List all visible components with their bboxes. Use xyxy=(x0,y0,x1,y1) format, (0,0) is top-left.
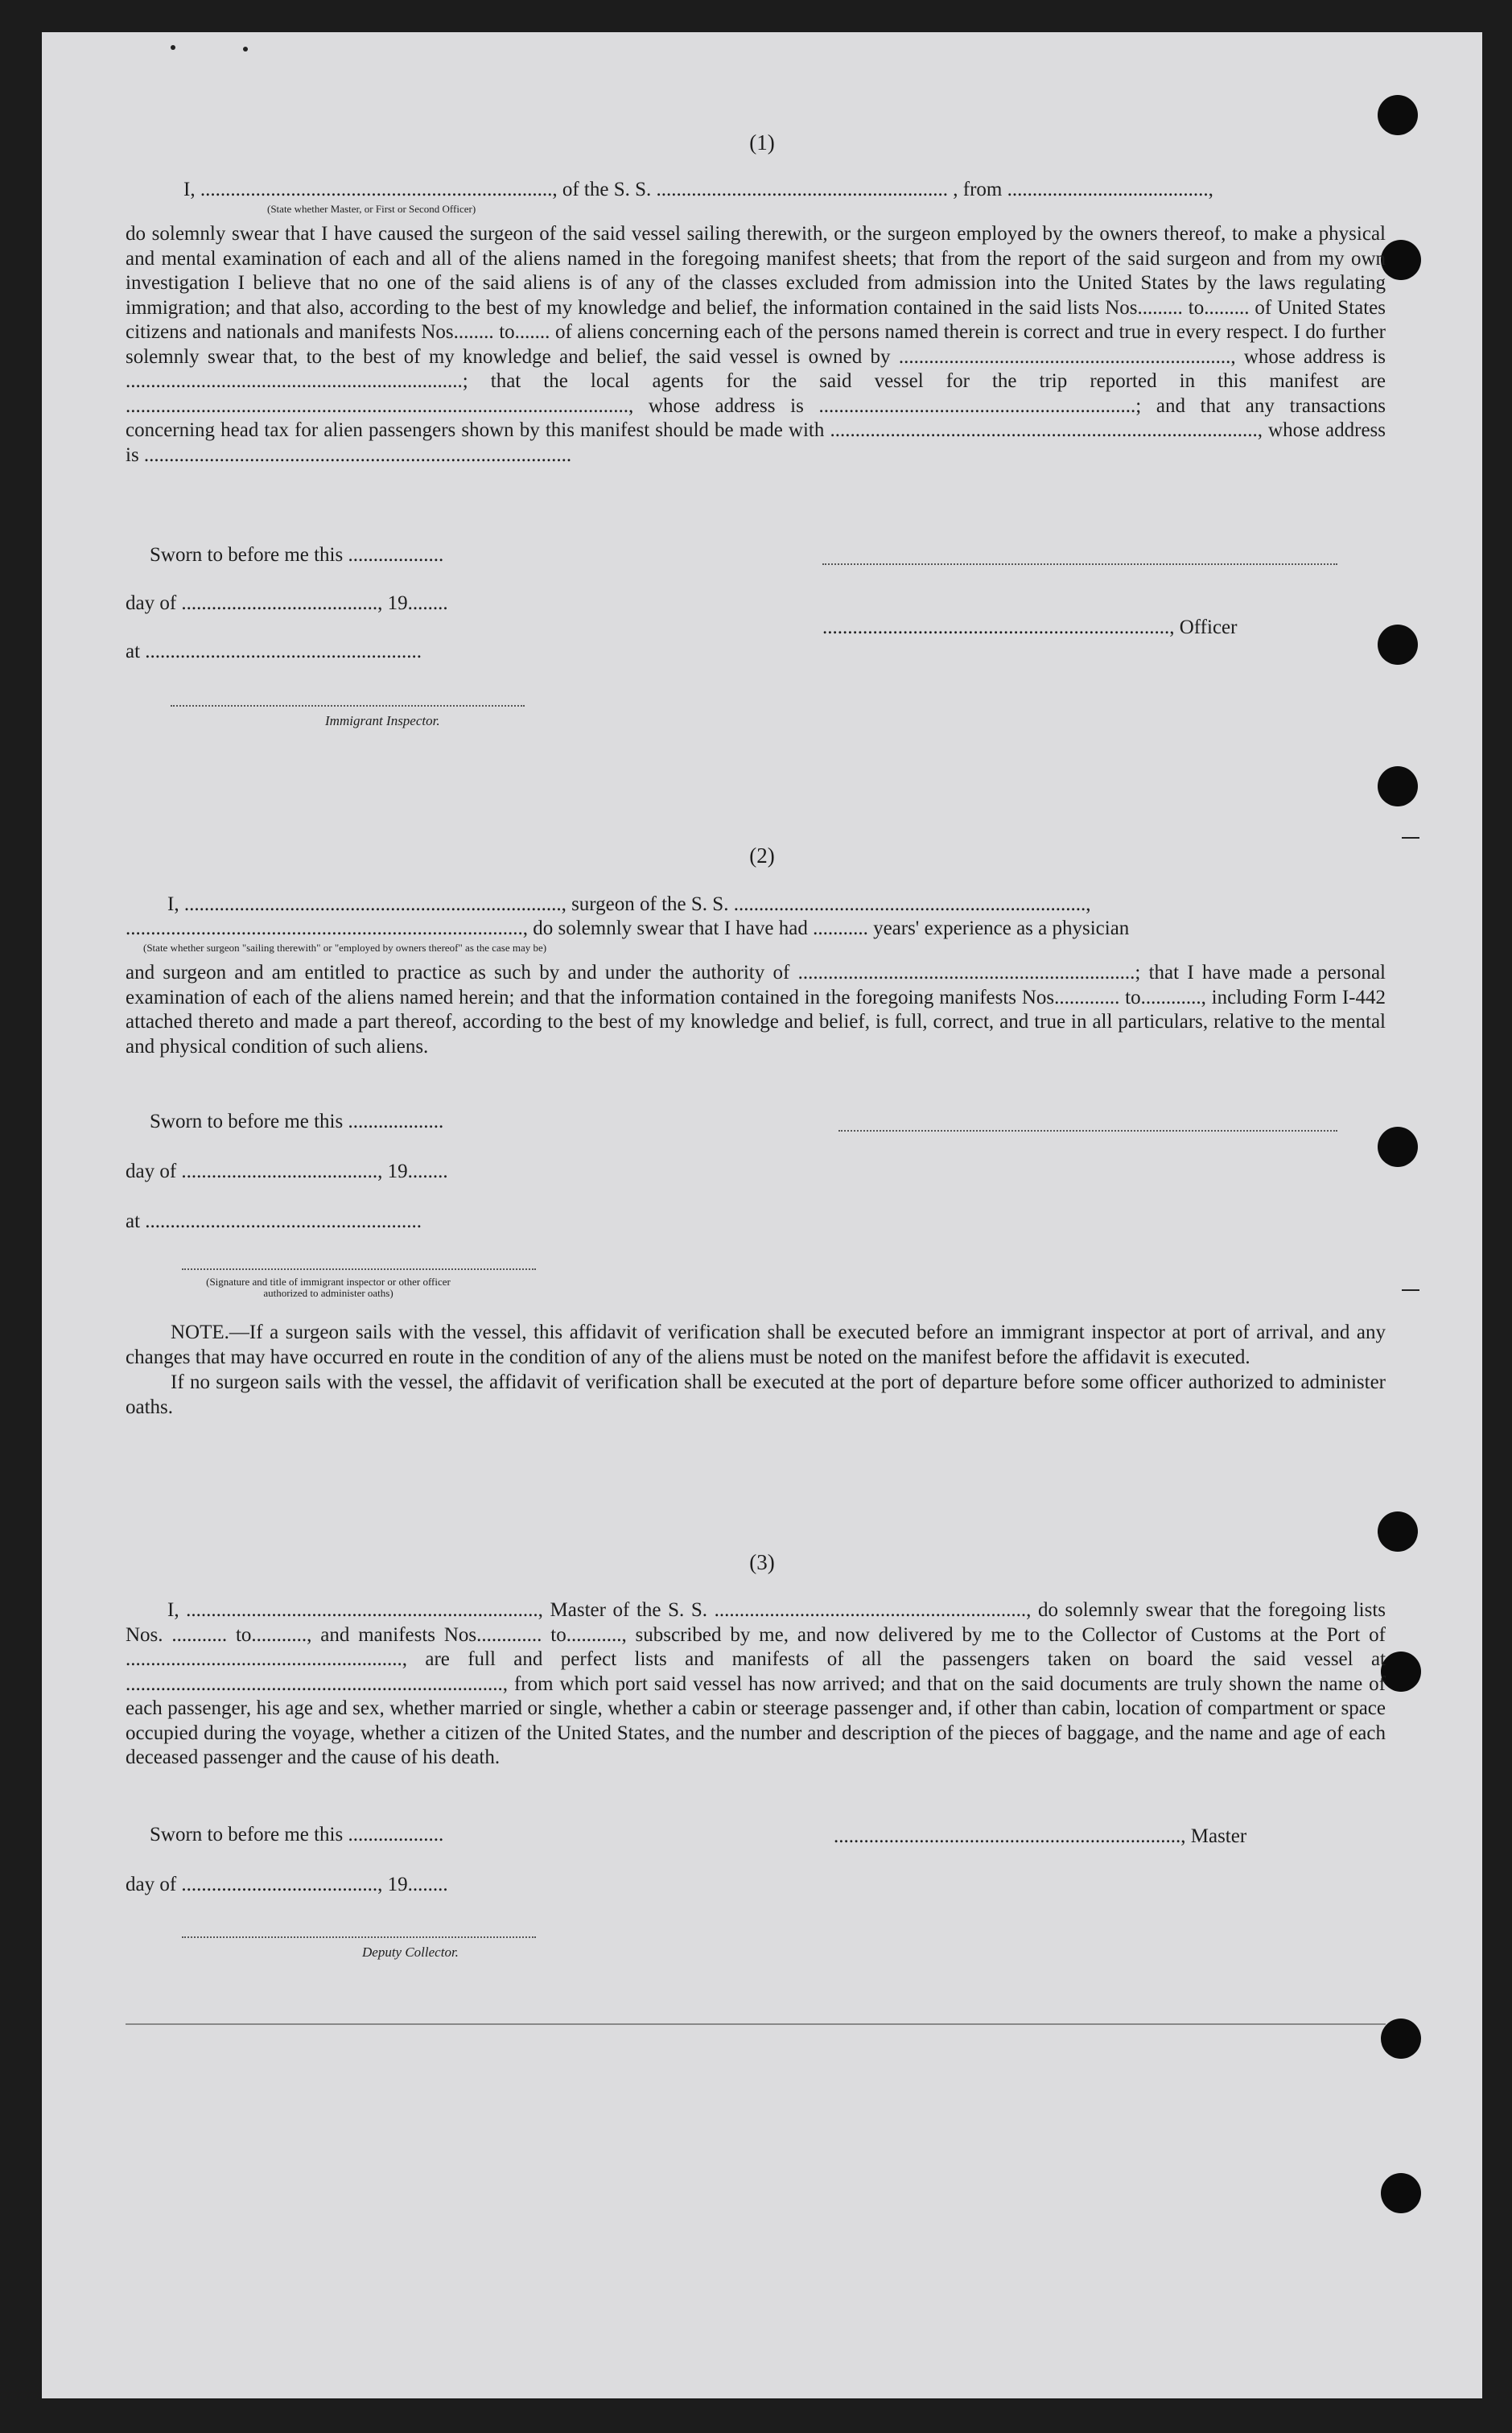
section-2-at-line: at ....................................................... xyxy=(126,1210,422,1232)
inspector-signature-line xyxy=(171,705,525,707)
section-2-day-line: day of ......................................., 19........ xyxy=(126,1161,448,1182)
section-2-experience-line: ..............................................................................., do solemnly swear that I have had ........... years' experience as a physician xyxy=(126,918,1130,939)
section-1-at-line: at ....................................................... xyxy=(126,641,422,662)
manifest-affidavit-page xyxy=(42,32,1482,2398)
bottom-rule xyxy=(126,2023,1386,2025)
section-1-officer-line: ....................................................................., Officer xyxy=(822,616,1238,638)
section-3-number: (3) xyxy=(749,1550,775,1574)
punch-hole xyxy=(1378,1511,1418,1552)
punch-hole xyxy=(1381,240,1421,280)
punch-hole xyxy=(1378,625,1418,665)
section-1-signature-line xyxy=(822,563,1337,565)
surgeon-note xyxy=(126,1320,1386,1420)
note-paragraph-2: If no surgeon sails with the vessel, the affidavit of verification shall be executed at the port of departure before some officer authorized to administer oaths. xyxy=(126,1371,1386,1418)
mark-dot xyxy=(243,47,248,52)
section-3-oath-text: I, ......................................................................, Master of the S. S. .............................................................., do solemnly swear that the foregoing lists Nos. ........... to..........., and manifests Nos............. to..........., subscribed by me, and now delivered by me to the Collector of Customs at the Port of ......................................................., are full and perfect lists and manifests of all the passengers taken on board the said vessel at ..........................................................................., from which port said vessel has now arrived; and that on the said documents are truly shown the name of each passenger, his age and sex, whether married or single, whether a cabin or steerage passenger and, if other than cabin, location of compartment or space occupied during the voyage, whether a citizen of the United States, and the number and description of the pieces of baggage, and the name and age of each deceased passenger and the cause of his death. xyxy=(126,1599,1386,1768)
section-1-day-line: day of ......................................., 19........ xyxy=(126,592,448,614)
punch-hole xyxy=(1381,1652,1421,1692)
section-2-opening-line: I, ..........................................................................., surgeon of the S. S. ......................................................................, xyxy=(167,893,1091,915)
punch-hole xyxy=(1381,2019,1421,2059)
punch-hole xyxy=(1378,766,1418,806)
punch-hole xyxy=(1378,95,1418,135)
edge-tick xyxy=(1402,1289,1419,1291)
inspector-caption: Immigrant Inspector. xyxy=(325,713,440,728)
section-1-number: (1) xyxy=(749,130,775,155)
section-3-sworn-line: Sworn to before me this ................... xyxy=(150,1824,444,1845)
master-caption: (State whether Master, or First or Second Officer) xyxy=(267,203,476,215)
authorized-officer-signature-line xyxy=(182,1268,536,1270)
section-2-oath-text: and surgeon and am entitled to practice as such by and under the authority of ...................................................................; that I have made a personal examination of each of the aliens named herein; and that the information contained in the foregoing manifests Nos............. to............, including Form I-442 attached thereto and made a part thereof, according to the best of my knowledge and belief, is full, correct, and true in all particulars, relative to the mental and physical condition of such aliens. xyxy=(126,962,1386,1058)
signature-caption: (Signature and title of immigrant inspector or other officer authorized to administer oaths) xyxy=(206,1276,451,1299)
section-3-master-line: ....................................................................., Master xyxy=(834,1825,1247,1847)
section-2-sworn-line: Sworn to before me this ................... xyxy=(150,1111,444,1132)
punch-hole xyxy=(1381,2173,1421,2213)
punch-hole xyxy=(1378,1127,1418,1167)
section-1-opening-line: I, ......................................................................, of the S. S. .......................................................... , from ........................................, xyxy=(183,179,1213,200)
section-3-day-line: day of ......................................., 19........ xyxy=(126,1874,448,1895)
section-2-number: (2) xyxy=(749,843,775,868)
collector-signature-line xyxy=(182,1936,536,1938)
mark-dot xyxy=(171,45,175,50)
note-paragraph-1: NOTE.—If a surgeon sails with the vessel, this affidavit of verification shall be executed before an immigrant inspector at port of arrival, and any changes that may have occurred en route in the condition of any of the aliens must be noted on the manifest before the affidavit is executed. xyxy=(126,1322,1386,1368)
section-1-oath-text: do solemnly swear that I have caused the surgeon of the said vessel sailing therewith, or the surgeon employed by the owners thereof, to make a physical and mental examination of each and all of the aliens named in the foregoing manifest sheets; that from the report of the said surgeon and from my own investigation I believe that no one of the said aliens is of any of the classes excluded from admission into the United States by the laws regulating immigration; and that also, according to the best of my knowledge and belief, the information contained in the said lists Nos......... to......... of United States citizens and nationals and manifests Nos........ to....... of aliens concerning each of the persons named therein is correct and true in every respect. I do further solemnly swear that, to the best of my knowledge and belief, the said vessel is owned by .................................................................., whose address is ...................................................................; that the local agents for the said vessel for the trip reported in this manifest are ...................................................................................................., whose address is ...............................................................; and that any transactions concerning head tax for alien passengers shown by this manifest should be made with ....................................................................................., whose address is ..................................................................................... xyxy=(126,223,1386,466)
collector-caption: Deputy Collector. xyxy=(362,1944,459,1960)
section-1-sworn-line: Sworn to before me this ................... xyxy=(150,544,444,566)
edge-tick xyxy=(1402,837,1419,839)
surgeon-caption: (State whether surgeon "sailing therewith" or "employed by owners thereof" as the case may be) xyxy=(143,942,547,954)
section-2-signature-line xyxy=(838,1130,1337,1132)
